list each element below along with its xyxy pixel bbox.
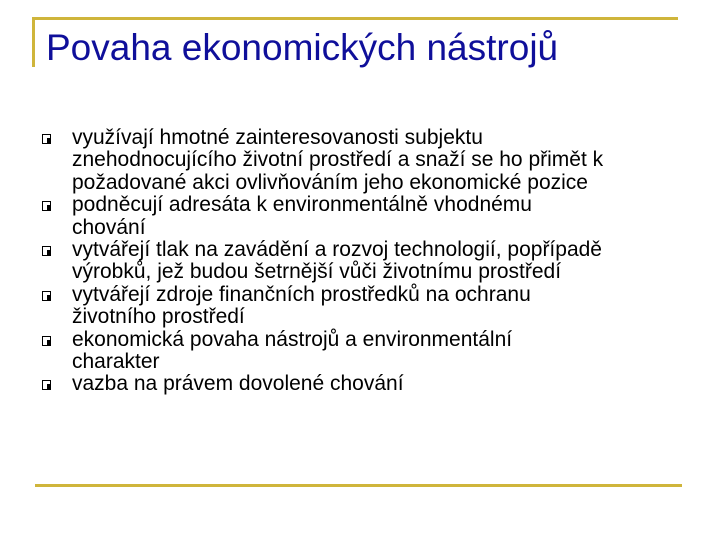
bullet-line: vytvářejí tlak na zavádění a rozvoj technologií, popřípadě	[72, 238, 602, 262]
bullet-line: podněcují adresáta k environmentálně vhodnému	[72, 193, 532, 217]
bullet-line: životního prostředí	[72, 305, 245, 329]
slide-title: Povaha ekonomických nástrojů	[46, 27, 559, 68]
bottom-accent-rule	[35, 484, 682, 487]
bullet-list	[42, 127, 702, 396]
square-bullet-icon	[42, 291, 51, 301]
bullet-line: znehodnocujícího životní prostředí a snaží se ho přimět k	[72, 148, 604, 172]
bullet-line: vytvářejí zdroje finančních prostředků na ochranu	[72, 282, 531, 306]
square-bullet-icon	[42, 134, 51, 144]
bullet-line: ekonomická povaha nástrojů a environmentální	[72, 327, 513, 351]
bullet-line: využívají hmotné zainteresovanosti subjektu	[72, 126, 483, 149]
bullet-line: vazba na právem dovolené chování	[72, 372, 404, 396]
square-bullet-icon	[42, 246, 51, 256]
square-bullet-icon	[42, 201, 51, 211]
left-accent-rule	[32, 17, 35, 67]
bullet-item	[42, 239, 702, 284]
bullet-item	[42, 284, 702, 329]
bullet-item	[42, 194, 702, 239]
bullet-item	[42, 329, 702, 374]
bullet-line: požadované akci ovlivňováním jeho ekonomické pozice	[72, 170, 588, 194]
bullet-line: charakter	[72, 350, 160, 374]
bullet-item	[42, 127, 702, 194]
square-bullet-icon	[42, 380, 51, 390]
square-bullet-icon	[42, 336, 51, 346]
top-accent-rule	[32, 17, 678, 20]
bullet-line: chování	[72, 215, 146, 239]
bullet-line: výrobků, jež budou šetrnější vůči životnímu prostředí	[72, 260, 562, 284]
bullet-item	[42, 373, 702, 395]
